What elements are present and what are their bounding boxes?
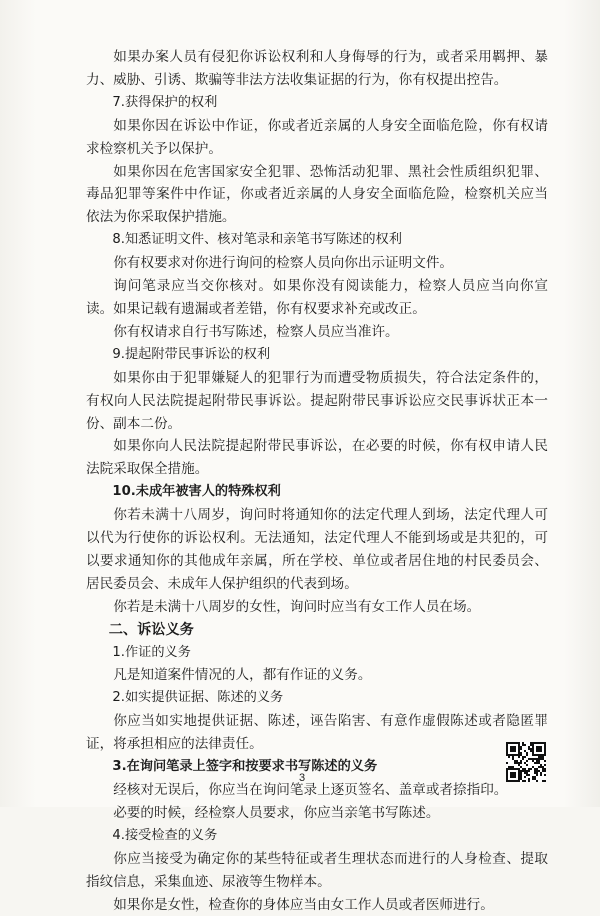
section-heading: 10.未成年被害人的特殊权利	[112, 484, 281, 500]
section-heading: 3.在询问笔录上签字和按要求书写陈述的义务	[112, 759, 378, 775]
section-heading: 4.接受检查的义务	[112, 827, 218, 843]
body-paragraph: 如果你是女性，检查你的身体应当由女工作人员或者医师进行。	[113, 896, 494, 913]
body-paragraph: 你应当如实地提供证据、陈述，诬告陷害、有意作虚假陈述或者隐匿罪证，将承担相应的法律责任。	[86, 713, 548, 753]
body-paragraph: 如果你因在危害国家安全犯罪、恐怖活动犯罪、黑社会性质组织犯罪、毒品犯罪等案件中作证，你或者近亲属的人身安全面临危险，检察机关应当依法为你采取保护措施。	[86, 163, 548, 226]
body-paragraph: 如果办案人员有侵犯你诉讼权利和人身侮辱的行为，或者采用羁押、暴力、威胁、引诱、欺骗等非法方法收集证据的行为，你有权提出控告。	[86, 49, 548, 88]
body-paragraph: 你有权请求自行书写陈述，检察人员应当准许。	[113, 323, 399, 340]
body-paragraph: 如果你由于犯罪嫌疑人的犯罪行为而遭受物质损失，符合法定条件的，有权向人民法院提起附带民事诉讼。提起附带民事诉讼应交民事诉状正本一份、副本二份。	[86, 369, 548, 432]
body-paragraph: 经核对无误后，你应当在询问笔录上逐页签名、盖章或者捺指印。	[113, 782, 508, 798]
section-heading: 1.作证的义务	[112, 644, 191, 660]
body-paragraph: 如果你因在诉讼中作证，你或者近亲属的人身安全面临危险，你有权请求检察机关予以保护。	[86, 117, 548, 157]
body-paragraph: 你有权要求对你进行询问的检察人员向你出示证明文件。	[113, 255, 454, 272]
body-paragraph: 你若是未满十八周岁的女性，询问时应当有女工作人员在场。	[113, 598, 481, 615]
body-paragraph: 你若未满十八周岁，询问时将通知你的法定代理人到场，法定代理人可以代为行使你的诉讼权利。无法通知，法定代理人不能到场或是共犯的，可以要求通知你的其他成年亲属，所在学校、单位或者居住地的村民委员会、居民委员会、未成年人保护组织的代表到场。	[86, 507, 548, 592]
body-paragraph: 询问笔录应当交你核对。如果你没有阅读能力，检察人员应当向你宣读。如果记载有遗漏或者差错，你有权要求补充或改正。	[86, 278, 548, 317]
qr-code-icon	[506, 742, 546, 782]
section-heading: 8.知悉证明文件、核对笔录和亲笔书写陈述的权利	[112, 232, 402, 248]
body-paragraph: 必要的时候，经检察人员要求，你应当亲笔书写陈述。	[113, 804, 440, 821]
body-paragraph: 凡是知道案件情况的人，都有作证的义务。	[113, 667, 372, 684]
section-heading: 7.获得保护的权利	[112, 94, 218, 110]
section-heading: 9.提起附带民事诉讼的权利	[112, 346, 271, 362]
page-number: 3	[298, 772, 306, 784]
section-heading: 2.如实提供证据、陈述的义务	[112, 690, 284, 706]
section-heading: 二、诉讼义务	[108, 621, 194, 638]
body-paragraph: 你应当接受为确定你的某些特征或者生理状态而进行的人身检查、提取指纹信息，采集血迹、尿液等生物样本。	[86, 850, 548, 890]
document-body	[86, 46, 548, 916]
body-paragraph: 如果你向人民法院提起附带民事诉讼，在必要的时候，你有权申请人民法院采取保全措施。	[86, 438, 548, 478]
